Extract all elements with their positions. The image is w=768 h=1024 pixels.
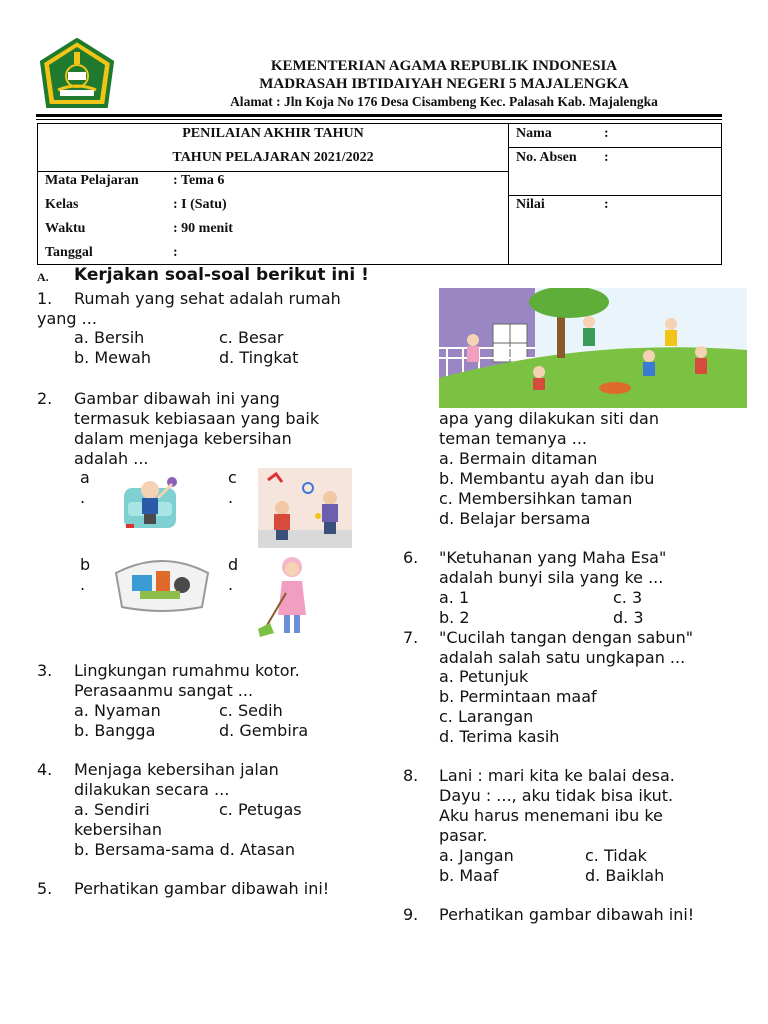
q3-option-c[interactable]: c. Sedih bbox=[219, 701, 283, 720]
school-name: MADRASAH IBTIDAIYAH NEGERI 5 MAJALENGKA bbox=[259, 76, 629, 92]
q6-option-c[interactable]: c. 3 bbox=[613, 588, 643, 607]
q2-number: 2. bbox=[37, 389, 53, 408]
q1-option-b[interactable]: b. Mewah bbox=[74, 348, 152, 367]
q6-text-2: adalah bunyi sila yang ke ... bbox=[439, 568, 664, 587]
q4-options-b-d[interactable]: b. Bersama-sama d. Atasan bbox=[74, 840, 295, 859]
q7-option-b[interactable]: b. Permintaan maaf bbox=[439, 687, 597, 706]
q5-text: Perhatikan gambar dibawah ini! bbox=[74, 879, 330, 898]
q7-number: 7. bbox=[403, 628, 419, 647]
ministry-logo bbox=[38, 38, 116, 110]
q2-text: Gambar dibawah ini yang bbox=[74, 389, 280, 408]
q7-option-a[interactable]: a. Petunjuk bbox=[439, 667, 529, 686]
q6-option-b[interactable]: b. 2 bbox=[439, 608, 470, 627]
q6-number: 6. bbox=[403, 548, 419, 567]
q8-text-4: pasar. bbox=[439, 826, 488, 845]
q5-option-b[interactable]: b. Membantu ayah dan ibu bbox=[439, 469, 655, 488]
q3-option-d[interactable]: d. Gembira bbox=[219, 721, 309, 740]
q5-text-2: apa yang dilakukan siti dan bbox=[439, 409, 659, 428]
q5-option-c[interactable]: c. Membersihkan taman bbox=[439, 489, 633, 508]
q9-text: Perhatikan gambar dibawah ini! bbox=[439, 905, 695, 924]
q2-text-3: dalam menjaga kebersihan bbox=[74, 429, 292, 448]
q7-text-2: adalah salah satu ungkapan ... bbox=[439, 648, 686, 667]
q4-option-a[interactable]: a. Sendiri bbox=[74, 800, 150, 819]
school-year: TAHUN PELAJARAN 2021/2022 bbox=[172, 150, 374, 165]
q6-option-a[interactable]: a. 1 bbox=[439, 588, 470, 607]
messy-bag-illustration[interactable] bbox=[110, 553, 214, 613]
q2-option-b-letter[interactable]: b bbox=[80, 555, 91, 574]
q7-option-c[interactable]: c. Larangan bbox=[439, 707, 534, 726]
q6-option-d[interactable]: d. 3 bbox=[613, 608, 644, 627]
q8-text: Lani : mari kita ke balai desa. bbox=[439, 766, 675, 785]
q1-number: 1. bbox=[37, 289, 53, 308]
q5-option-a[interactable]: a. Bermain ditaman bbox=[439, 449, 598, 468]
table-divider bbox=[38, 171, 508, 172]
q8-text-3: Aku harus menemani ibu ke bbox=[439, 806, 663, 825]
q2-text-2: termasuk kebiasaan yang baik bbox=[74, 409, 320, 428]
q2-option-a-dot: . bbox=[80, 488, 86, 507]
q2-option-c-dot: . bbox=[228, 488, 234, 507]
child-on-sofa-illustration[interactable] bbox=[122, 468, 188, 532]
q2-option-d-dot: . bbox=[228, 575, 234, 594]
q8-text-2: Dayu : ..., aku tidak bisa ikut. bbox=[439, 786, 674, 805]
q8-option-b[interactable]: b. Maaf bbox=[439, 866, 499, 885]
q2-option-d-letter[interactable]: d bbox=[228, 555, 239, 574]
q7-text: "Cucilah tangan dengan sabun" bbox=[439, 628, 694, 647]
header-rule-thin bbox=[36, 119, 722, 120]
q3-text: Lingkungan rumahmu kotor. bbox=[74, 661, 300, 680]
exam-title: PENILAIAN AKHIR TAHUN bbox=[182, 126, 364, 141]
label-name: Nama bbox=[516, 126, 552, 141]
ministry-name: KEMENTERIAN AGAMA REPUBLIK INDONESIA bbox=[270, 58, 618, 74]
header-rule-thick bbox=[36, 114, 722, 117]
exam-info-table bbox=[37, 123, 722, 265]
q4-option-c-cont: kebersihan bbox=[74, 820, 162, 839]
q3-option-b[interactable]: b. Bangga bbox=[74, 721, 156, 740]
q1-option-d[interactable]: d. Tingkat bbox=[219, 348, 299, 367]
q8-option-c[interactable]: c. Tidak bbox=[585, 846, 647, 865]
q2-option-a-letter[interactable]: a bbox=[80, 468, 90, 487]
table-divider bbox=[508, 195, 721, 196]
q9-number: 9. bbox=[403, 905, 419, 924]
q5-number: 5. bbox=[37, 879, 53, 898]
section-title: Kerjakan soal-soal berikut ini ! bbox=[74, 265, 369, 285]
q4-text: Menjaga kebersihan jalan bbox=[74, 760, 279, 779]
q1-text: Rumah yang sehat adalah rumah bbox=[74, 289, 341, 308]
q3-option-a[interactable]: a. Nyaman bbox=[74, 701, 161, 720]
q6-text: "Ketuhanan yang Maha Esa" bbox=[439, 548, 667, 567]
label-date: Tanggal bbox=[45, 245, 93, 260]
value-subject: : Tema 6 bbox=[173, 173, 225, 188]
q8-number: 8. bbox=[403, 766, 419, 785]
q7-option-d[interactable]: d. Terima kasih bbox=[439, 727, 560, 746]
absen-field[interactable]: : bbox=[604, 150, 609, 165]
label-class: Kelas bbox=[45, 197, 79, 212]
value-time: : 90 menit bbox=[173, 221, 233, 236]
score-field[interactable]: : bbox=[604, 197, 609, 212]
label-absen: No. Absen bbox=[516, 150, 577, 165]
q3-number: 3. bbox=[37, 661, 53, 680]
value-date: : bbox=[173, 245, 178, 260]
q2-option-b-dot: . bbox=[80, 575, 86, 594]
school-address: Alamat : Jln Koja No 176 Desa Cisambeng Kec. Palasah Kab. Majalengka bbox=[230, 94, 658, 109]
q5-text-3: teman temanya ... bbox=[439, 429, 587, 448]
label-score: Nilai bbox=[516, 197, 545, 212]
q4-option-c[interactable]: c. Petugas bbox=[219, 800, 302, 819]
kids-cleaning-park-illustration bbox=[439, 288, 747, 408]
q4-number: 4. bbox=[37, 760, 53, 779]
q1-text-2: yang ... bbox=[37, 309, 97, 328]
table-divider bbox=[508, 147, 721, 148]
table-divider bbox=[508, 124, 509, 264]
q3-text-2: Perasaanmu sangat ... bbox=[74, 681, 254, 700]
girl-sweeping-illustration[interactable] bbox=[256, 553, 322, 639]
label-subject: Mata Pelajaran bbox=[45, 173, 139, 188]
q1-option-c[interactable]: c. Besar bbox=[219, 328, 284, 347]
q5-option-d[interactable]: d. Belajar bersama bbox=[439, 509, 591, 528]
q8-option-d[interactable]: d. Baiklah bbox=[585, 866, 665, 885]
name-field[interactable]: : bbox=[604, 126, 609, 141]
q8-option-a[interactable]: a. Jangan bbox=[439, 846, 514, 865]
value-class: : I (Satu) bbox=[173, 197, 227, 212]
label-time: Waktu bbox=[45, 221, 86, 236]
q4-text-2: dilakukan secara ... bbox=[74, 780, 230, 799]
q2-option-c-letter[interactable]: c bbox=[228, 468, 237, 487]
kids-drawing-on-wall-illustration[interactable] bbox=[258, 468, 352, 548]
section-letter: A. bbox=[37, 270, 49, 284]
q2-text-4: adalah ... bbox=[74, 449, 149, 468]
q1-option-a[interactable]: a. Bersih bbox=[74, 328, 145, 347]
